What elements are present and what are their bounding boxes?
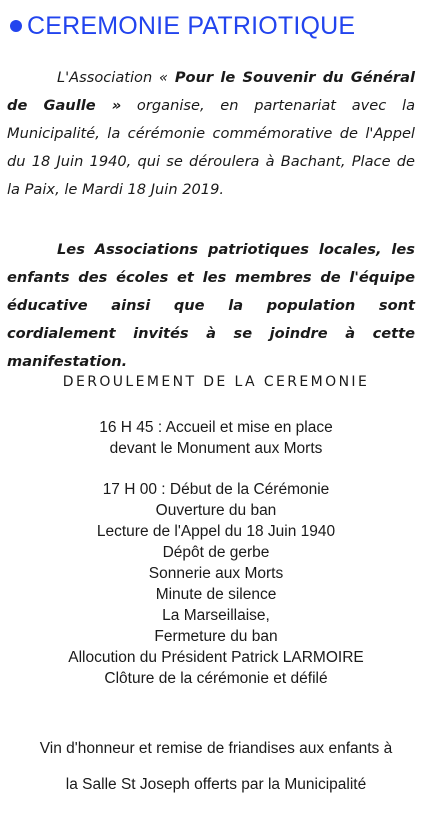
programme-line: Sonnerie aux Morts (148, 565, 284, 582)
programme-line: Allocution du Président Patrick LARMOIRE (68, 649, 364, 666)
invitation-paragraph (7, 236, 415, 376)
footer-line-1: Vin d'honneur et remise de friandises aux enfants à (39, 740, 393, 757)
programme-line: 16 H 45 : Accueil et mise en place (99, 419, 333, 436)
page-header (10, 8, 355, 44)
intro-paragraph (7, 64, 415, 204)
intro-rest: organise, en partenariat avec la Municipalité, la cérémonie commémorative de l'Appel du 18 Juin 1940, qui se déroulera à Bachant, Place de la Paix, le Mardi 18 Juin 2019. (7, 97, 416, 198)
programme-title: DEROULEMENT DE LA CEREMONIE (62, 374, 370, 390)
association-name: Pour le Souvenir du Général de Gaulle » (7, 69, 415, 114)
programme-block-arrival (0, 417, 432, 459)
footer-line-2: la Salle St Joseph offerts par la Municipalité (65, 776, 367, 793)
blue-dot-icon (10, 20, 22, 32)
invitation-text: Les Associations patriotiques locales, les enfants des écoles et les membres de l'équipe éducative ainsi que la population sont cordialement invités à se joindre à cette manifestation. (7, 241, 415, 370)
programme-line: Ouverture du ban (155, 502, 277, 519)
programme-line: Minute de silence (155, 586, 277, 603)
programme-line: 17 H 00 : Début de la Cérémonie (102, 481, 330, 498)
programme-line: Fermeture du ban (154, 628, 278, 645)
programme-line: Clôture de la cérémonie et défilé (104, 670, 328, 687)
programme-line: Lecture de l'Appel du 18 Juin 1940 (96, 523, 336, 540)
programme-block-ceremony (0, 479, 432, 689)
programme-line: La Marseillaise, (162, 607, 270, 624)
page-title: CEREMONIE PATRIOTIQUE (27, 11, 356, 40)
intro-prefix: L'Association « (57, 69, 175, 86)
programme-line: devant le Monument aux Morts (109, 440, 323, 457)
programme-line: Dépôt de gerbe (162, 544, 270, 561)
